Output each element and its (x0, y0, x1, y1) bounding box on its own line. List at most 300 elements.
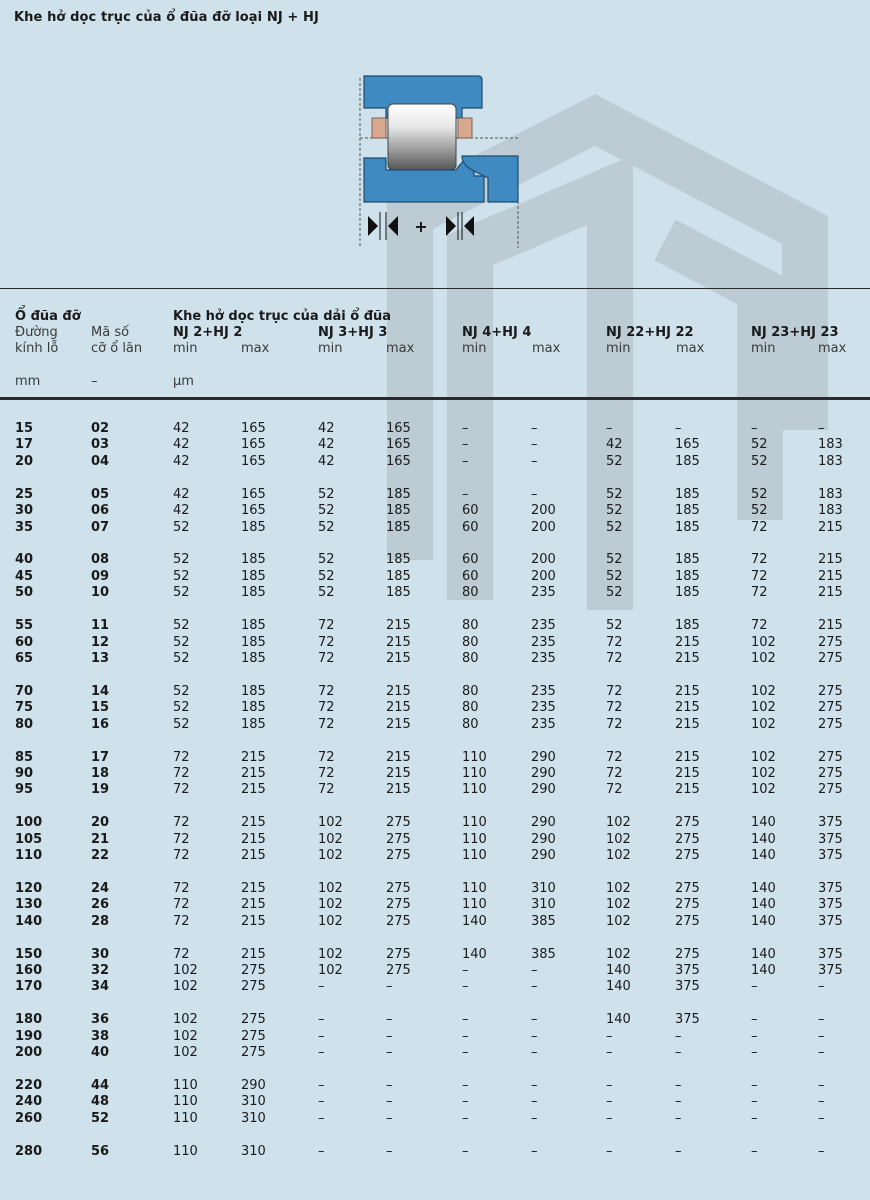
clearance-cell: – (531, 1143, 538, 1159)
clearance-cell: 110 (462, 880, 487, 896)
clearance-cell: 52 (606, 503, 623, 519)
clearance-cell: 215 (241, 749, 266, 765)
clearance-cell: 52 (751, 503, 768, 519)
size-code-cell: 06 (91, 503, 110, 519)
clearance-cell: – (386, 1078, 393, 1093)
clearance-cell: 102 (606, 913, 631, 929)
size-code-cell: 17 (91, 749, 110, 765)
min-label: min (751, 341, 776, 356)
header-top-rule (0, 288, 870, 289)
bore-diameter-cell: 240 (15, 1094, 43, 1110)
clearance-cell: – (818, 421, 825, 436)
clearance-cell: 102 (318, 913, 343, 929)
clearance-cell: 52 (318, 486, 335, 502)
clearance-cell: 72 (173, 765, 190, 781)
clearance-cell: 110 (462, 815, 487, 831)
bore-diameter-cell: 100 (15, 815, 43, 831)
clearance-cell: – (531, 1012, 538, 1028)
clearance-cell: 275 (818, 716, 843, 732)
clearance-cell: 185 (241, 552, 266, 568)
col-code-label-1: Mã số (91, 325, 130, 340)
clearance-cell: 110 (173, 1094, 198, 1110)
clearance-cell: 60 (462, 519, 479, 535)
clearance-cell: – (386, 1110, 393, 1126)
clearance-cell: 185 (241, 585, 266, 601)
clearance-cell: 102 (173, 979, 198, 995)
clearance-cell: 72 (173, 913, 190, 929)
clearance-cell: – (531, 1078, 538, 1093)
clearance-cell: 215 (818, 519, 843, 535)
clearance-cell: – (606, 1110, 613, 1126)
clearance-cell: 200 (531, 552, 556, 568)
clearance-cell: 275 (386, 880, 411, 896)
size-code-cell: 44 (91, 1078, 110, 1093)
unit-clearance: µm (173, 374, 194, 389)
clearance-cell: 275 (386, 897, 411, 913)
clearance-cell: 110 (462, 765, 487, 781)
bore-diameter-cell: 95 (15, 782, 34, 798)
size-code-cell: 03 (91, 437, 110, 453)
clearance-cell: 140 (751, 848, 776, 863)
clearance-cell: 215 (818, 552, 843, 568)
clearance-cell: 185 (675, 503, 700, 519)
clearance-cell: – (386, 979, 393, 995)
clearance-cell: 215 (386, 749, 411, 765)
clearance-cell: – (606, 1045, 613, 1061)
clearance-cell: 72 (318, 749, 335, 765)
clearance-cell: 310 (241, 1110, 266, 1126)
clearance-cell: 72 (606, 683, 623, 699)
clearance-cell: 52 (606, 486, 623, 502)
bore-diameter-cell: 45 (15, 568, 34, 584)
clearance-cell: 275 (386, 815, 411, 831)
size-code-cell: 30 (91, 946, 110, 962)
clearance-cell: 235 (531, 683, 556, 699)
clearance-cell: 290 (531, 815, 556, 831)
cage-right (458, 118, 472, 138)
clearance-cell: 140 (751, 880, 776, 896)
clearance-cell: – (531, 1028, 538, 1044)
clearance-cell: 80 (462, 650, 479, 666)
clearance-cell: – (675, 1094, 682, 1110)
size-code-cell: 26 (91, 897, 110, 913)
col-bore-label-2: kính lỗ (15, 341, 59, 356)
clearance-cell: 275 (386, 913, 411, 929)
clearance-cell: 215 (386, 716, 411, 732)
clearance-cell: 80 (462, 700, 479, 716)
bore-diameter-cell: 90 (15, 765, 34, 781)
bore-diameter-cell: 17 (15, 437, 34, 453)
clearance-cell: 102 (606, 946, 631, 962)
clearance-cell: – (818, 979, 825, 995)
clearance-group-title: Khe hở dọc trục của dải ổ đũa (173, 309, 392, 324)
clearance-cell: 275 (241, 1012, 266, 1028)
size-code-cell: 04 (91, 453, 110, 469)
clearance-cell: 72 (318, 683, 335, 699)
clearance-cell: – (531, 421, 538, 436)
clearance-cell: 80 (462, 585, 479, 601)
clearance-cell: 200 (531, 519, 556, 535)
clearance-cell: – (462, 1094, 469, 1110)
clearance-cell: 375 (818, 880, 843, 896)
clearance-cell: – (318, 1078, 325, 1093)
clearance-cell: 185 (241, 618, 266, 634)
clearance-cell: 185 (386, 585, 411, 601)
bore-diameter-cell: 260 (15, 1110, 43, 1126)
bore-diameter-cell: 30 (15, 503, 34, 519)
clearance-cell: 52 (751, 486, 768, 502)
clearance-cell: – (462, 437, 469, 453)
clearance-cell: – (462, 1143, 469, 1159)
clearance-cell: 185 (241, 700, 266, 716)
clearance-cell: 52 (606, 568, 623, 584)
clearance-cell: 185 (675, 585, 700, 601)
clearance-cell: 215 (675, 765, 700, 781)
clearance-cell: 52 (173, 519, 190, 535)
clearance-cell: 110 (462, 831, 487, 847)
clearance-cell: 110 (462, 749, 487, 765)
clearance-cell: 310 (531, 897, 556, 913)
clearance-cell: 215 (241, 897, 266, 913)
clearance-cell: 72 (318, 716, 335, 732)
clearance-cell: 52 (173, 650, 190, 666)
clearance-cell: 185 (386, 568, 411, 584)
clearance-cell: 72 (318, 618, 335, 634)
clearance-cell: 375 (818, 897, 843, 913)
clearance-cell: 275 (818, 650, 843, 666)
clearance-cell: 52 (173, 552, 190, 568)
clearance-cell: 310 (241, 1143, 266, 1159)
clearance-cell: 102 (173, 963, 198, 978)
clearance-cell: 215 (386, 765, 411, 781)
clearance-cell: 52 (318, 503, 335, 519)
clearance-cell: 102 (751, 650, 776, 666)
clearance-cell: 275 (818, 634, 843, 650)
clearance-cell: – (531, 437, 538, 453)
bore-diameter-cell: 60 (15, 634, 34, 650)
clearance-cell: – (606, 1094, 613, 1110)
clearance-cell: 385 (531, 913, 556, 929)
clearance-cell: – (818, 1045, 825, 1061)
clearance-cell: – (462, 486, 469, 502)
min-label: min (173, 341, 198, 356)
clearance-cell: 72 (318, 634, 335, 650)
max-label: max (676, 341, 705, 356)
clearance-cell: 80 (462, 634, 479, 650)
size-code-cell: 09 (91, 568, 110, 584)
clearance-cell: 275 (675, 848, 700, 863)
clearance-cell: 42 (173, 486, 190, 502)
clearance-cell: – (462, 1028, 469, 1044)
clearance-cell: 215 (675, 683, 700, 699)
clearance-cell: 235 (531, 716, 556, 732)
size-code-cell: 20 (91, 815, 110, 831)
clearance-cell: – (751, 979, 758, 995)
min-label: min (462, 341, 487, 356)
clearance-cell: – (386, 1045, 393, 1061)
size-code-cell: 40 (91, 1045, 110, 1061)
clearance-cell: 42 (173, 453, 190, 469)
clearance-cell: 102 (606, 897, 631, 913)
clearance-cell: 165 (675, 437, 700, 453)
clearance-cell: 165 (241, 437, 266, 453)
clearance-cell: – (751, 1143, 758, 1159)
clearance-cell: 52 (606, 618, 623, 634)
clearance-cell: 185 (386, 519, 411, 535)
bore-diameter-cell: 180 (15, 1012, 43, 1028)
clearance-cell: 215 (386, 634, 411, 650)
clearance-cell: 235 (531, 650, 556, 666)
clearance-cell: – (751, 1012, 758, 1028)
clearance-cell: 102 (173, 1045, 198, 1061)
clearance-cell: 52 (318, 585, 335, 601)
size-code-cell: 52 (91, 1110, 110, 1126)
clearance-cell: – (818, 1078, 825, 1093)
clearance-cell: 102 (318, 815, 343, 831)
clearance-cell: – (531, 1110, 538, 1126)
header-bottom-rule (0, 397, 870, 400)
clearance-cell: – (606, 1028, 613, 1044)
clearance-cell: 72 (606, 700, 623, 716)
clearance-cell: 215 (818, 618, 843, 634)
clearance-cell: 140 (606, 963, 631, 978)
bore-diameter-cell: 75 (15, 700, 34, 716)
size-code-cell: 07 (91, 519, 110, 535)
bore-diameter-cell: 105 (15, 831, 43, 847)
clearance-cell: 140 (751, 897, 776, 913)
series-header-0: NJ 2+HJ 2 (173, 325, 243, 340)
clearance-cell: – (462, 979, 469, 995)
clearance-cell: – (318, 1012, 325, 1028)
clearance-cell: 215 (386, 700, 411, 716)
clearance-cell: 72 (173, 848, 190, 863)
clearance-cell: 275 (386, 963, 411, 978)
clearance-cell: 185 (675, 552, 700, 568)
size-code-cell: 32 (91, 963, 110, 978)
series-header-2: NJ 4+HJ 4 (462, 325, 532, 340)
clearance-cell: 235 (531, 585, 556, 601)
clearance-cell: 102 (751, 634, 776, 650)
size-code-cell: 08 (91, 552, 110, 568)
clearance-cell: 72 (606, 782, 623, 798)
clearance-cell: 215 (241, 815, 266, 831)
series-header-4: NJ 23+HJ 23 (751, 325, 839, 340)
clearance-cell: 102 (318, 831, 343, 847)
clearance-cell: 72 (751, 585, 768, 601)
clearance-cell: 102 (173, 1028, 198, 1044)
clearance-cell: 375 (675, 963, 700, 978)
clearance-cell: 185 (241, 519, 266, 535)
clearance-cell: – (606, 421, 613, 436)
page-title: Khe hở dọc trục của ổ đũa đỡ loại NJ + HJ (14, 10, 319, 25)
clearance-cell: 215 (675, 716, 700, 732)
clearance-cell: 183 (818, 503, 843, 519)
clearance-cell: 375 (818, 831, 843, 847)
clearance-cell: 102 (751, 782, 776, 798)
clearance-cell: 102 (751, 683, 776, 699)
clearance-cell: 375 (818, 963, 843, 978)
clearance-cell: – (318, 1094, 325, 1110)
clearance-cell: 215 (241, 831, 266, 847)
clearance-cell: 275 (386, 848, 411, 863)
clearance-cell: 72 (751, 519, 768, 535)
clearance-cell: 290 (531, 765, 556, 781)
clearance-cell: 275 (675, 880, 700, 896)
bore-diameter-cell: 200 (15, 1045, 43, 1061)
clearance-cell: 275 (818, 683, 843, 699)
clearance-cell: 183 (818, 486, 843, 502)
clearance-cell: 72 (173, 897, 190, 913)
bore-diameter-cell: 280 (15, 1143, 43, 1159)
clearance-cell: 72 (606, 716, 623, 732)
size-code-cell: 14 (91, 683, 110, 699)
size-code-cell: 48 (91, 1094, 110, 1110)
clearance-cell: 102 (318, 946, 343, 962)
clearance-cell: 185 (386, 486, 411, 502)
size-code-cell: 15 (91, 700, 110, 716)
clearance-cell: 80 (462, 716, 479, 732)
clearance-cell: 72 (606, 634, 623, 650)
bore-diameter-cell: 120 (15, 880, 43, 896)
clearance-cell: 375 (818, 946, 843, 962)
clearance-cell: 290 (531, 831, 556, 847)
clearance-cell: 52 (173, 618, 190, 634)
clearance-cell: 185 (241, 634, 266, 650)
clearance-cell: – (675, 1110, 682, 1126)
clearance-cell: 215 (241, 782, 266, 798)
clearance-cell: – (386, 1143, 393, 1159)
clearance-cell: 275 (818, 765, 843, 781)
clearance-cell: 102 (606, 815, 631, 831)
clearance-cell: – (751, 1028, 758, 1044)
clearance-cell: 60 (462, 568, 479, 584)
clearance-cell: 215 (675, 634, 700, 650)
clearance-cell: 275 (386, 946, 411, 962)
clearance-cell: 375 (818, 913, 843, 929)
clearance-cell: – (818, 1110, 825, 1126)
clearance-cell: – (818, 1143, 825, 1159)
size-code-cell: 16 (91, 716, 110, 732)
size-code-cell: 34 (91, 979, 110, 995)
clearance-cell: 72 (318, 765, 335, 781)
clearance-cell: – (318, 1110, 325, 1126)
clearance-cell: 185 (386, 552, 411, 568)
bore-diameter-cell: 110 (15, 848, 43, 863)
clearance-cell: 215 (241, 848, 266, 863)
clearance-cell: 183 (818, 453, 843, 469)
clearance-cell: 72 (318, 782, 335, 798)
clearance-cell: 140 (462, 946, 487, 962)
clearance-cell: – (751, 1094, 758, 1110)
clearance-cell: 72 (173, 946, 190, 962)
min-label: min (606, 341, 631, 356)
size-code-cell: 13 (91, 650, 110, 666)
clearance-cell: 200 (531, 503, 556, 519)
clearance-cell: 52 (173, 716, 190, 732)
clearance-cell: 52 (606, 585, 623, 601)
clearance-cell: 52 (173, 585, 190, 601)
clearance-cell: 42 (606, 437, 623, 453)
clearance-cell: – (675, 421, 682, 436)
clearance-cell: 110 (462, 782, 487, 798)
clearance-cell: 165 (386, 421, 411, 436)
clearance-cell: – (531, 1094, 538, 1110)
clearance-cell: – (531, 963, 538, 978)
plus-sign: + (414, 217, 428, 236)
clearance-cell: 290 (531, 749, 556, 765)
clearance-cell: – (462, 453, 469, 469)
col-code-label-2: cỡ ổ lăn (91, 341, 143, 356)
clearance-cell: 110 (173, 1143, 198, 1159)
clearance-cell: 72 (751, 618, 768, 634)
clearance-cell: – (675, 1045, 682, 1061)
bore-diameter-cell: 20 (15, 453, 34, 469)
clearance-cell: 140 (606, 979, 631, 995)
clearance-cell: 215 (386, 618, 411, 634)
clearance-cell: 310 (531, 880, 556, 896)
clearance-cell: – (751, 1045, 758, 1061)
clearance-cell: 290 (531, 848, 556, 863)
clearance-cell: 275 (386, 831, 411, 847)
bore-diameter-cell: 140 (15, 913, 43, 929)
max-label: max (818, 341, 847, 356)
clearance-cell: 215 (675, 749, 700, 765)
bore-diameter-cell: 40 (15, 552, 34, 568)
clearance-cell: 52 (173, 683, 190, 699)
bore-diameter-cell: 220 (15, 1078, 43, 1093)
clearance-cell: 140 (751, 963, 776, 978)
unit-bore: mm (15, 374, 41, 389)
clearance-cell: 290 (241, 1078, 266, 1093)
unit-code: – (91, 374, 98, 389)
clearance-cell: – (318, 1045, 325, 1061)
clearance-cell: – (386, 1094, 393, 1110)
size-code-cell: 24 (91, 880, 110, 896)
clearance-cell: 185 (675, 618, 700, 634)
clearance-cell: – (386, 1012, 393, 1028)
clearance-cell: 275 (818, 749, 843, 765)
clearance-cell: – (818, 1028, 825, 1044)
clearance-cell: 102 (606, 831, 631, 847)
max-label: max (241, 341, 270, 356)
clearance-cell: – (386, 1028, 393, 1044)
clearance-cell: 275 (241, 979, 266, 995)
clearance-cell: 200 (531, 568, 556, 584)
size-code-cell: 21 (91, 831, 110, 847)
bore-diameter-cell: 70 (15, 683, 34, 699)
size-code-cell: 38 (91, 1028, 110, 1044)
clearance-cell: 185 (241, 683, 266, 699)
size-code-cell: 11 (91, 618, 110, 634)
clearance-cell: 72 (173, 749, 190, 765)
clearance-cell: 215 (241, 765, 266, 781)
clearance-cell: 235 (531, 618, 556, 634)
clearance-cell: 275 (675, 815, 700, 831)
clearance-cell: 52 (318, 568, 335, 584)
cage-left (372, 118, 386, 138)
col-bore-label-1: Đường (15, 325, 58, 340)
clearance-cell: – (462, 963, 469, 978)
clearance-cell: – (531, 979, 538, 995)
clearance-cell: – (675, 1143, 682, 1159)
clearance-cell: 60 (462, 503, 479, 519)
clearance-cell: 375 (818, 815, 843, 831)
clearance-cell: 102 (751, 749, 776, 765)
clearance-cell: – (462, 1012, 469, 1028)
size-code-cell: 36 (91, 1012, 110, 1028)
clearance-cell: 60 (462, 552, 479, 568)
clearance-cell: – (818, 1094, 825, 1110)
